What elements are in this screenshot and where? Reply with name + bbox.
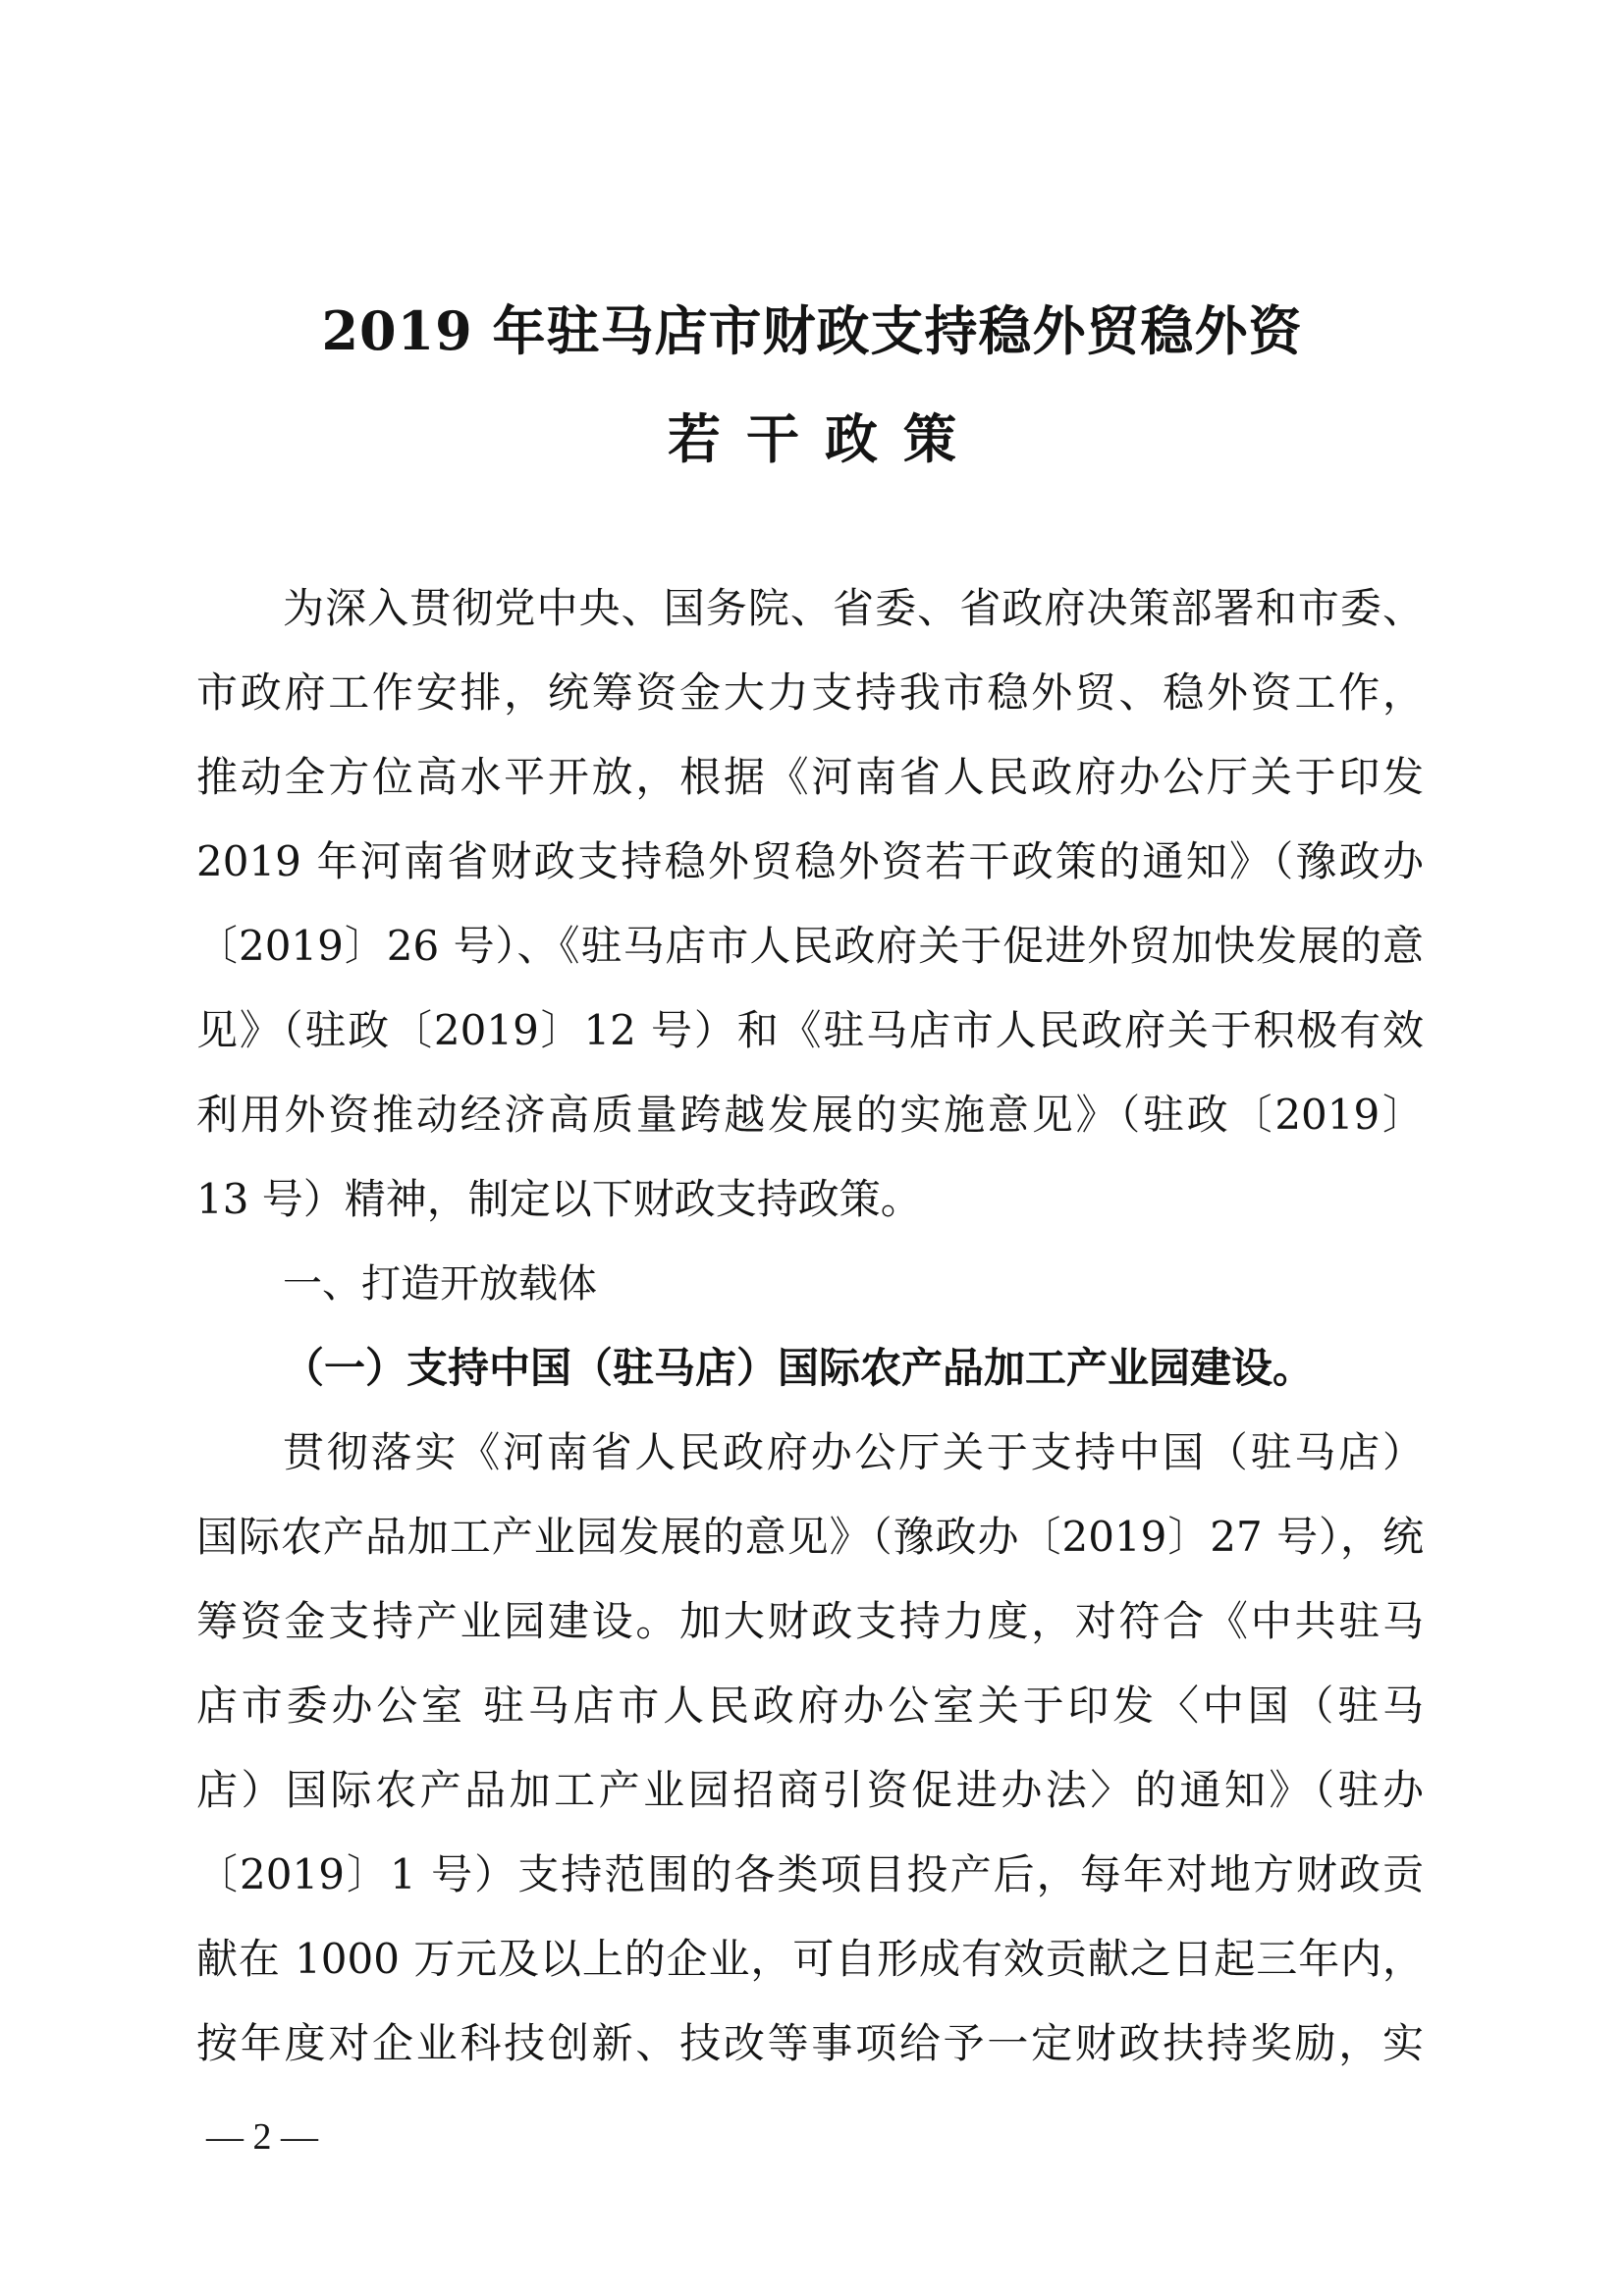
intro-line: 为深入贯彻党中央、国务院、省委、省政府决策部署和市委、 — [283, 584, 1424, 632]
body-line: 〔2019〕1 号）支持范围的各类项目投产后，每年对地方财政贡 — [196, 1850, 1424, 1898]
document-title-line-2: 若干政策 — [668, 407, 982, 470]
intro-line: 市政府工作安排，统筹资金大力支持我市稳外贸、稳外资工作， — [196, 668, 1424, 717]
body-line: 国际农产品加工产业园发展的意见》（豫政办〔2019〕27 号），统 — [196, 1513, 1424, 1561]
body-line: 贯彻落实《河南省人民政府办公厅关于支持中国（驻马店） — [283, 1428, 1424, 1476]
subsection-heading: （一）支持中国（驻马店）国际农产品加工产业园建设。 — [283, 1344, 1315, 1392]
intro-line: 13 号）精神，制定以下财政支持政策。 — [196, 1175, 922, 1223]
section-heading: 一、打造开放载体 — [283, 1261, 597, 1307]
intro-line: 利用外资推动经济高质量跨越发展的实施意见》（驻政〔2019〕 — [196, 1091, 1424, 1139]
intro-line: 2019 年河南省财政支持稳外贸稳外资若干政策的通知》（豫政办 — [196, 837, 1424, 885]
body-line: 店）国际农产品加工产业园招商引资促进办法〉的通知》（驻办 — [196, 1766, 1424, 1814]
document-title-line-1: 2019 年驻马店市财政支持稳外贸稳外资 — [321, 299, 1303, 362]
intro-line: 〔2019〕26 号）、《驻马店市人民政府关于促进外贸加快发展的意 — [196, 922, 1424, 970]
intro-line: 见》（驻政〔2019〕12 号）和《驻马店市人民政府关于积极有效 — [196, 1006, 1424, 1054]
body-line: 按年度对企业科技创新、技改等事项给予一定财政扶持奖励，实 — [196, 2019, 1424, 2067]
intro-line: 推动全方位高水平开放，根据《河南省人民政府办公厅关于印发 — [196, 753, 1424, 801]
body-line: 筹资金支持产业园建设。加大财政支持力度，对符合《中共驻马 — [196, 1597, 1424, 1645]
body-line: 店市委办公室 驻马店市人民政府办公室关于印发〈中国（驻马 — [196, 1682, 1424, 1730]
body-line: 献在 1000 万元及以上的企业，可自形成有效贡献之日起三年内， — [196, 1935, 1424, 1983]
page-number: — 2 — — [206, 2116, 318, 2158]
